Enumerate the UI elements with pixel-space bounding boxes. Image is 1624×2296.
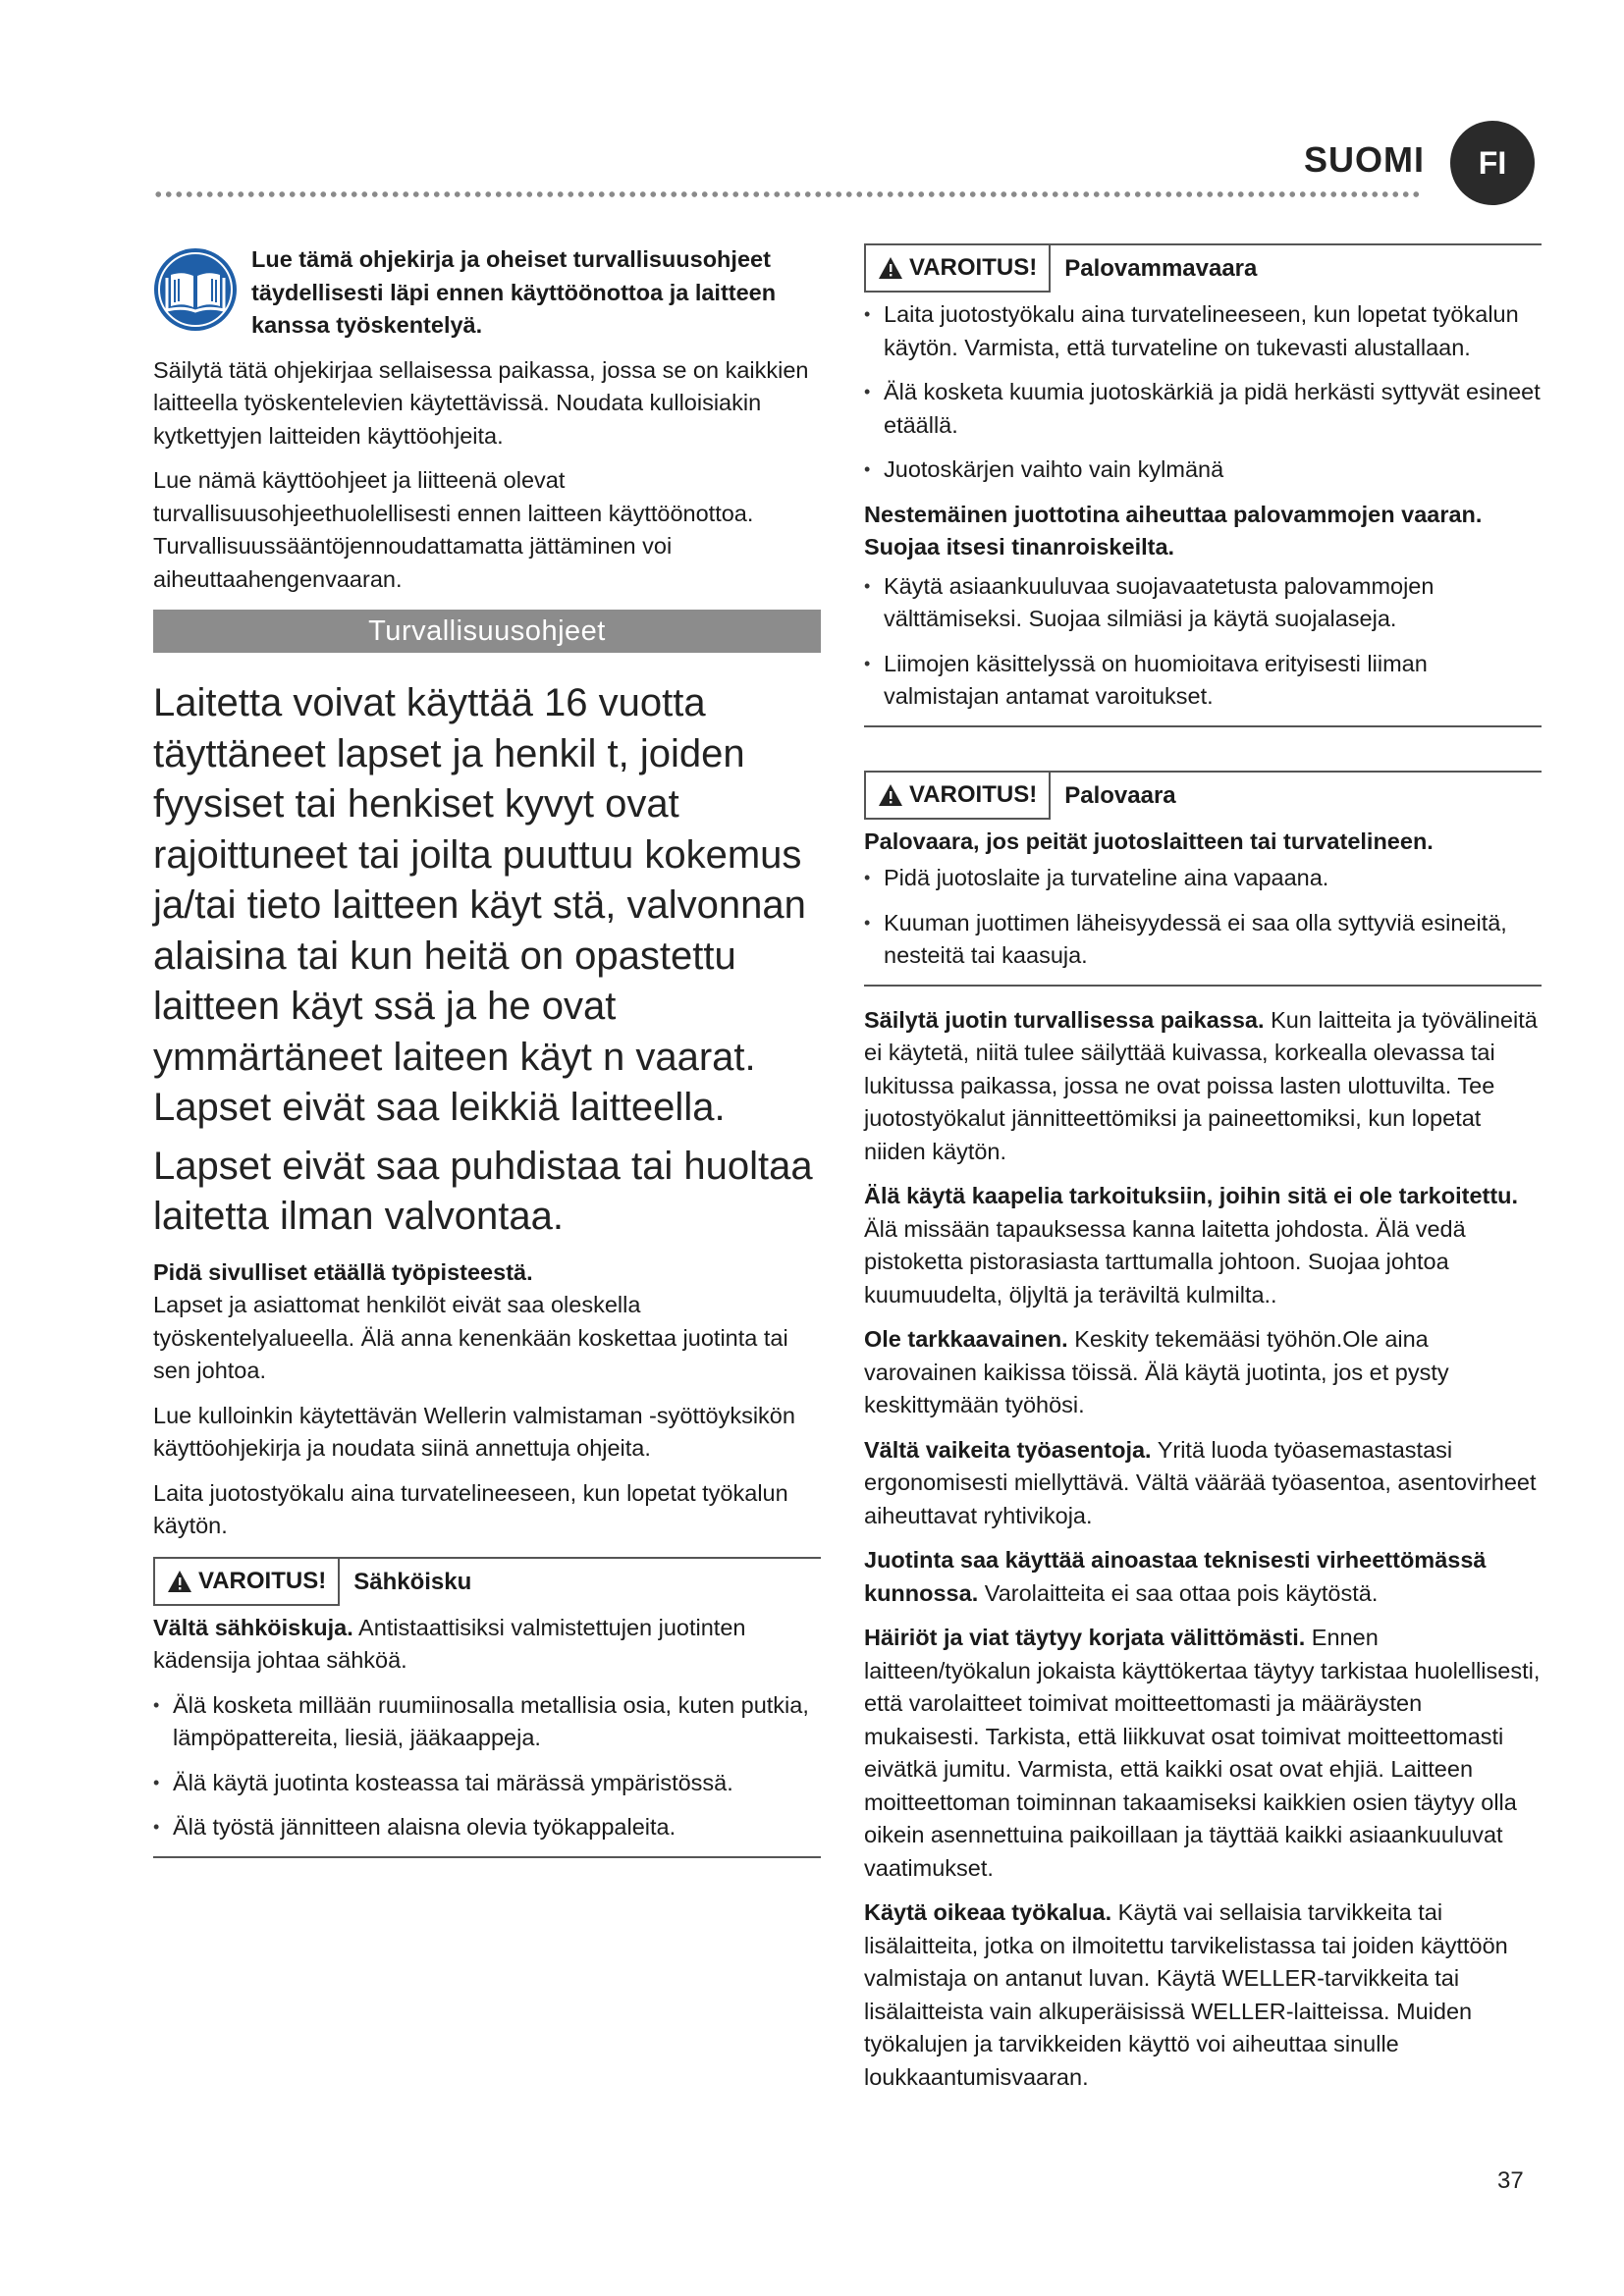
left-column	[153, 243, 821, 1858]
bold-heading-liquid-solder: Nestemäinen juottotina aiheuttaa palovammojen vaaran.	[864, 501, 1483, 527]
paragraph-read-instructions: Lue nämä käyttöohjeet ja liitteenä olevat turvallisuusohjeethuolellisesti ennen laitteen käyttöönottoa. Turvallisuussääntöjennoudattamatta jättäminen voi aiheuttaahengenvaaran.	[153, 467, 754, 592]
right-column	[864, 243, 1542, 2106]
warning-header	[864, 243, 1542, 293]
list-item: • Älä käytä juotinta kosteassa tai märässä ympäristössä.	[153, 1767, 821, 1800]
paragraph-posture: Vältä vaikeita työasentoja. Yritä luoda työasemastastasi ergonomisesti miellyttävä. Vältä väärää työasentoa, asentovirheet aiheuttavat ryhtivikoja.	[864, 1436, 1537, 1528]
section-title-safety: Turvallisuusohjeet	[153, 610, 821, 653]
warning-lead: Vältä sähköiskuja. Antistaattisiksi valmistettujen juotinten kädensija johtaa sähköä.	[153, 1614, 746, 1673]
list-item: • Käytä asiaankuuluvaa suojavaatetusta palovammojen välttämiseksi. Suojaa silmiäsi ja käytä suojalaseja.	[864, 570, 1542, 636]
list-item: • Laita juotostyökalu aina turvatelineeseen, kun lopetat työkalun käytön. Varmista, että turvateline on tukevasti alustallaan.	[864, 298, 1542, 364]
paragraph-faults: Häiriöt ja viat täytyy korjata välittömästi. Ennen laitteen/työkalun jokaista käyttökertaa täytyy tarkistaa huolellisesti, että varolaitteet toimivat moitteettomasti ja määräysten mukaisesti. Tarkista, että liikkuvat osat toimivat moitteettomasti eivätkä jumitu. Varmista, että kaikki osat ovat ehjiä. Laitteen moitteettoman toiminnan takaamiseksi kaikkien osien täytyy olla oikein asennettuina paikoillaan ja täyttää kaikki asiaankuuluvat vaatimukset.	[864, 1625, 1541, 1881]
dotted-divider	[153, 189, 1420, 199]
warning-fire-hazard	[864, 771, 1542, 987]
list-item: • Älä kosketa millään ruumiinosalla metallisia osia, kuten putkia, lämpöpattereita, liesiä, jääkaappeja.	[153, 1689, 821, 1755]
warning-title: Palovammavaara	[1064, 255, 1258, 283]
paragraph-right-tool: Käytä oikeaa työkalua. Käytä vai sellaisia tarvikkeita tai lisälaitteita, jotka on ilmoitettu tarvikelistassa tai joiden käyttöön valmistaja on antanut luvan. Käytä WELLER-tarvikkeita tai lisälaitteista vain alkuperäisissä WELLER-laitteissa. Muiden työkalujen ja tarvikkeiden käyttö voi aiheuttaa sinulle loukkaantumisvaaran.	[864, 1899, 1508, 2090]
language-heading: SUOMI	[1304, 139, 1426, 180]
manual-book-icon	[153, 247, 238, 332]
paragraph-tool-stand: Laita juotostyökalu aina turvatelineeseen, kun lopetat työkalun käytön.	[153, 1479, 788, 1538]
warning-end-rule	[153, 1856, 821, 1858]
bold-heading-solder-splashes: Suojaa itsesi tinanroiskeilta.	[864, 534, 1175, 560]
warning-header	[864, 771, 1542, 820]
list-item: • Kuuman juottimen läheisyydessä ei saa olla syttyviä esineitä, nesteitä tai kaasuja.	[864, 907, 1542, 973]
warning-header	[153, 1557, 821, 1606]
paragraph-bystanders: Lapset ja asiattomat henkilöt eivät saa oleskella työskentelyalueella. Älä anna kenenkään koskettaa juotinta tai sen johtoa.	[153, 1292, 788, 1383]
warning-end-rule	[864, 725, 1542, 727]
paragraph-storage: Säilytä juotin turvallisessa paikassa. Kun laitteita ja työvälineitä ei käytetä, niitä tulee säilyttää kuivassa, korkealla olevassa tai lukitussa paikassa, jossa ne ovat poissa lasten ulottuvilta. Tee juotostyökalut jännitteettömiksi ja paineettomiksi, kun lopetat niiden käytön.	[864, 1006, 1538, 1164]
bold-heading-covering: Palovaara, jos peität juotoslaitteen tai turvatelineen.	[864, 828, 1434, 854]
warning-triangle-icon	[167, 1570, 192, 1593]
safety-paragraphs	[864, 1004, 1542, 2095]
warning-electric-shock	[153, 1557, 821, 1858]
warning-triangle-icon	[878, 256, 903, 280]
page-number: 37	[1497, 2167, 1524, 2194]
language-badge: FI	[1450, 121, 1535, 205]
list-item: • Juotoskärjen vaihto vain kylmänä	[864, 454, 1542, 487]
paragraph-keep-manual: Säilytä tätä ohjekirjaa sellaisessa paikassa, jossa se on kaikkien laitteella työskentelevien käytettävissä. Noudata kulloisiakin kytkettyjen laitteiden käyttöohjeita.	[153, 356, 809, 449]
warning-triangle-icon	[878, 783, 903, 807]
intro-warning-text: Lue tämä ohjekirja ja oheiset turvallisuusohjeet täydellisesti läpi ennen käyttöönottoa ja laitteen kanssa työskentelyä.	[251, 246, 777, 338]
warning-title: Palovaara	[1064, 781, 1176, 809]
warning-label: VAROITUS!	[864, 245, 1051, 293]
list-item: • Liimojen käsittelyssä on huomioitava erityisesti liiman valmistajan antamat varoitukset.	[864, 648, 1542, 714]
bold-heading-bystanders: Pidä sivulliset etäällä työpisteestä.	[153, 1258, 533, 1285]
list-item: • Älä kosketa kuumia juotoskärkiä ja pidä herkästi syttyvät esineet etäällä.	[864, 376, 1542, 442]
list-item: • Älä työstä jännitteen alaisna olevia työkappaleita.	[153, 1811, 821, 1844]
warning-burn-hazard	[864, 243, 1542, 727]
warning-bullets	[864, 862, 1542, 973]
children-usage-notice: Laitetta voivat käyttää 16 vuotta täyttäneet lapset ja henkil t, joiden fyysiset tai henkiset kyvyt ovat rajoittuneet tai joilta puuttuu kokemus ja/tai tieto laitteen käyt stä, valvonnan alaisina tai kun heitä on opastettu laitteen käyt ssä ja he ovat ymmärtäneet laiteen käyt n vaarat. Lapset eivät saa leikkiä laitteella.	[153, 681, 806, 1129]
paragraph-attentive: Ole tarkkaavainen. Keskity tekemääsi työhön.Ole aina varovainen kaikissa töissä. Älä käytä juotinta, jos et pysty keskittymään työhösi.	[864, 1326, 1449, 1417]
paragraph-supply-unit: Lue kulloinkin käytettävän Wellerin valmistaman -syöttöyksikön käyttöohjekirja ja noudata siinä annettuja ohjeita.	[153, 1402, 795, 1461]
intro-block	[153, 243, 821, 343]
warning-label: VAROITUS!	[864, 773, 1051, 820]
warning-bullets-2	[864, 570, 1542, 714]
children-cleaning-notice: Lapset eivät saa puhdistaa tai huoltaa laitetta ilman valvontaa.	[153, 1144, 813, 1238]
list-item: • Pidä juotoslaite ja turvateline aina vapaana.	[864, 862, 1542, 895]
paragraph-cable: Älä käytä kaapelia tarkoituksiin, joihin sitä ei ole tarkoitettu. Älä missään tapauksessa kanna laitetta johdosta. Älä vedä pistoketta pistorasiasta tarttumalla johtoon. Suojaa johtoa kuumuudelta, öljyltä ja teräviltä kulmilta..	[864, 1183, 1519, 1308]
warning-label: VAROITUS!	[153, 1559, 340, 1606]
warning-end-rule	[864, 985, 1542, 987]
warning-bullets	[153, 1689, 821, 1844]
warning-bullets	[864, 298, 1542, 487]
warning-title: Sähköisku	[353, 1568, 472, 1595]
paragraph-technical-condition: Juotinta saa käyttää ainoastaa teknisesti virheettömässä kunnossa. Varolaitteita ei saa ottaa pois käytöstä.	[864, 1547, 1487, 1606]
